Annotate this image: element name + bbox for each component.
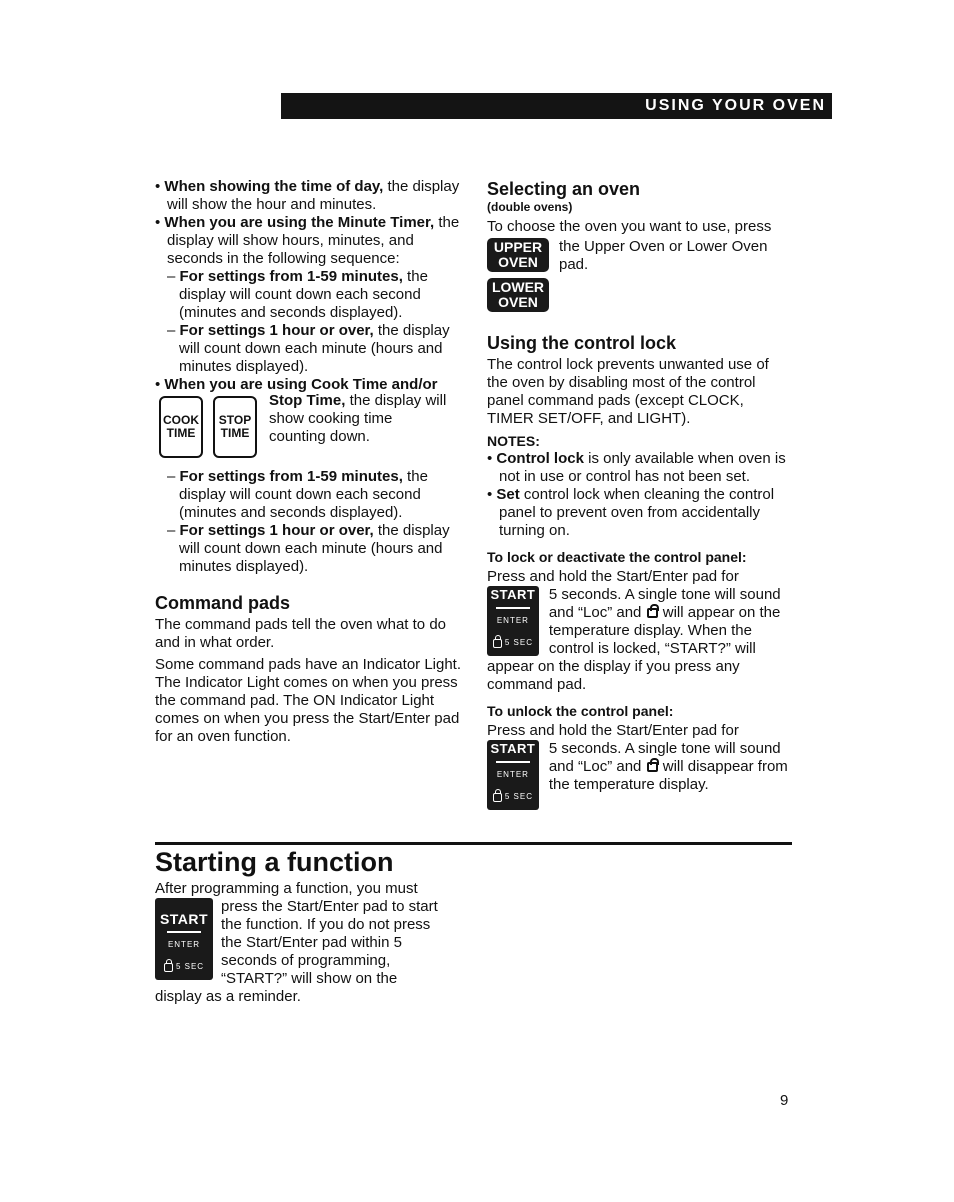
cook-stop-row [155,392,465,466]
selecting-oven-line-1: To choose the oven you want to use, press [487,218,772,235]
lock-icon [493,639,502,648]
command-pads-paragraph-1: The command pads tell the oven what to do and in what order. [155,616,447,651]
notes-label: NOTES: [487,433,540,449]
page-number: 9 [780,1092,789,1109]
section-divider [155,842,792,845]
control-lock-heading: Using the control lock [487,333,677,353]
command-pads-paragraph-2: Some command pads have an Indicator Light. The Indicator Light comes on when you press the command pad. The ON Indicator Light comes on when you press the Start/Enter pad for an oven function. [155,656,462,745]
section-header-bar [281,93,832,119]
bullet-cook-time: • When you are using Cook Time and/or [155,376,438,393]
dash-minute-1-hour: – For settings 1 hour or over, the display will count down each minute (hours and minutes displayed). [167,322,450,375]
oven-pads-row [487,238,792,312]
section-header-title: USING YOUR OVEN [645,97,826,114]
start-enter-pad-unlock: START ENTER 5 SEC [487,740,539,810]
right-column [487,178,792,810]
oven-pads [487,238,549,312]
starting-function-title: Starting a function [155,847,394,877]
dash-cook-1-hour: – For settings 1 hour or over, the display will count down each minute (hours and minutes displayed). [167,522,450,575]
stop-time-pad: STOP TIME [213,396,257,458]
control-lock-paragraph: The control lock prevents unwanted use of the oven by disabling most of the control panel command pads (except CLOCK, TIMER SET/OFF, and LIGHT). [487,356,769,427]
lock-icon [647,762,658,772]
note-control-lock: • Control lock is only available when oven is not in use or control has not been set. [487,450,786,485]
selecting-oven-heading: Selecting an oven [487,179,641,199]
upper-oven-pad: UPPER OVEN [487,238,549,272]
starting-instructions: press the Start/Enter pad to start the function. If you do not press the Start/Enter pad within 5 seconds of programming, “START?” will show on the [221,898,438,987]
starting-line-2: display as a reminder. [155,988,301,1005]
dash-cook-1-59: – For settings from 1-59 minutes, the display will count down each second (minutes and seconds displayed). [167,468,428,521]
lock-start-row [487,586,792,658]
unlock-start-row [487,740,792,810]
cook-stop-text: Stop Time, the display will show cooking time counting down. [269,392,447,445]
lock-subheading: To lock or deactivate the control panel: [487,549,747,565]
lock-line-1: Press and hold the Start/Enter pad for [487,568,739,585]
bullet-time-of-day: • When showing the time of day, the display will show the hour and minutes. [155,178,460,213]
lock-icon [493,793,502,802]
unlock-line-1: Press and hold the Start/Enter pad for [487,722,739,739]
start-enter-pad-lock: START ENTER 5 SEC [487,586,539,656]
unlock-instructions: 5 seconds. A single tone will sound and “Loc” and will disappear from the temperature display. [548,740,788,793]
lock-instructions: 5 seconds. A single tone will sound and “Loc” and will appear on the temperature display. When the control is locked, “START?” will [548,586,781,657]
note-set-lock: • Set control lock when cleaning the control panel to prevent oven from accidentally turning on. [487,486,775,539]
cook-time-pad: COOK TIME [159,396,203,458]
bullet-minute-timer: • When you are using the Minute Timer, the display will show hours, minutes, and seconds in the following sequence: [155,214,460,267]
lock-instructions-end: appear on the display if you press any command pad. [487,658,740,693]
dash-minute-1-59: – For settings from 1-59 minutes, the display will count down each second (minutes and seconds displayed). [167,268,428,321]
command-pads-heading: Command pads [155,593,291,613]
starting-function-body [155,880,465,1006]
starting-start-row [155,898,465,988]
selecting-oven-subheading: (double ovens) [487,200,573,214]
start-enter-pad-starting: START ENTER 5 SEC [155,898,213,980]
left-column [155,178,465,746]
starting-line-1: After programming a function, you must [155,880,418,897]
lower-oven-pad: LOWER OVEN [487,278,549,312]
lock-icon [647,608,658,618]
unlock-subheading: To unlock the control panel: [487,703,674,719]
lock-icon [164,963,173,972]
selecting-oven-line-2: the Upper Oven or Lower Oven pad. [559,238,768,273]
cook-stop-pads [159,396,257,466]
